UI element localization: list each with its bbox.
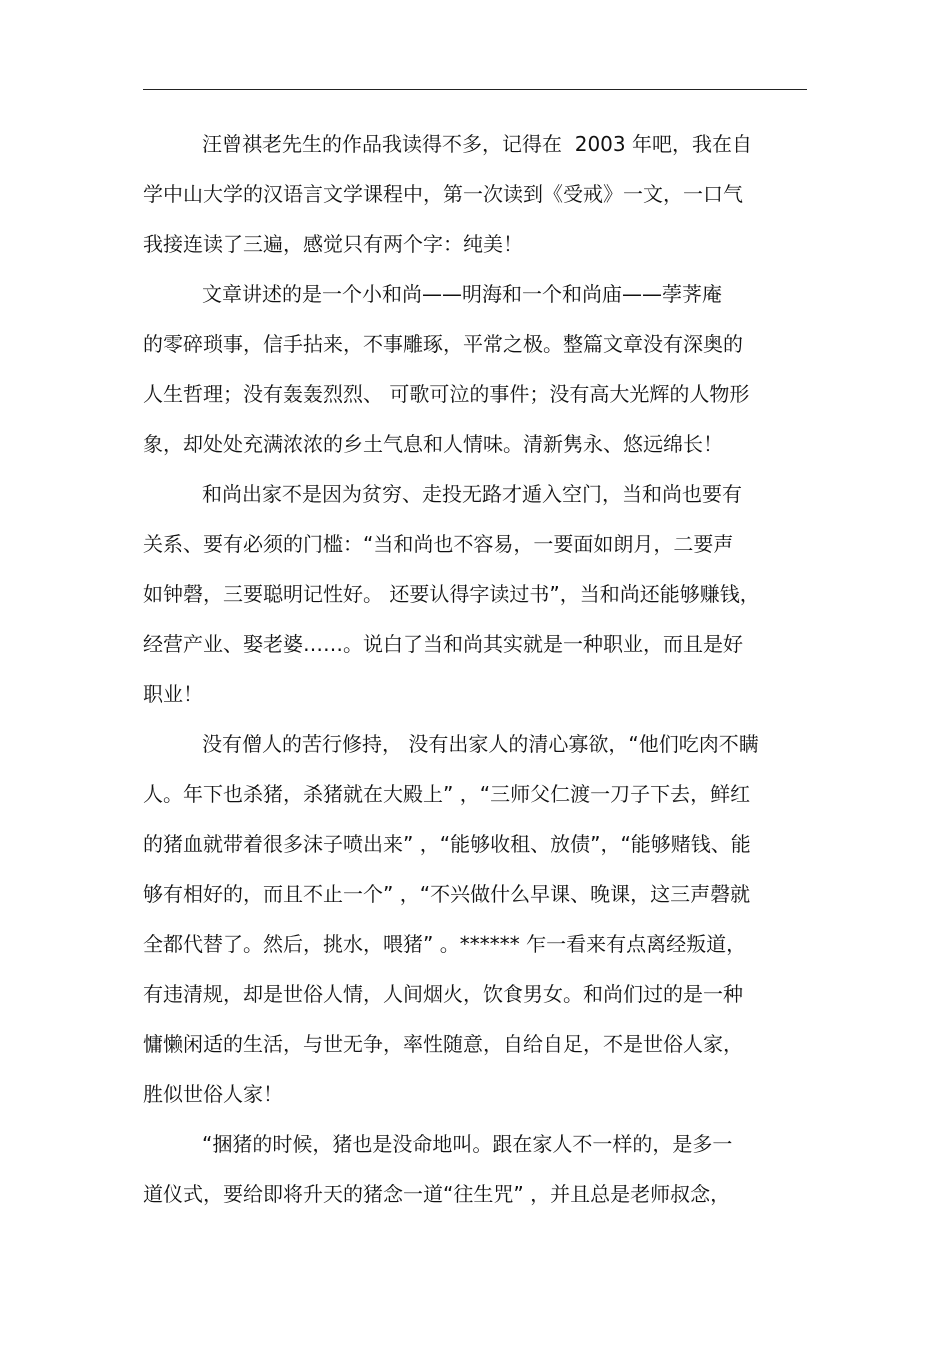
text-line: 的猪血就带着很多沫子喷出来” ，“能够收租、放债”，“能够赌钱、能 xyxy=(143,832,751,856)
text-line: 够有相好的，而且不止一个” ，“不兴做什么早课、晚课，这三声磬就 xyxy=(143,882,751,906)
text-line: 人。年下也杀猪，杀猪就在大殿上” ，“三师父仁渡一刀子下去，鲜红 xyxy=(143,782,751,806)
text-line: 学中山大学的汉语言文学课程中，第一次读到《受戒》一文，一口气 xyxy=(143,182,743,206)
text-line: 的零碎琐事，信手拈来，不事雕琢，平常之极。整篇文章没有深奥的 xyxy=(143,332,743,356)
text-line: “捆猪的时候，猪也是没命地叫。跟在家人不一样的，是多一 xyxy=(202,1132,733,1156)
text-line: 汪曾祺老先生的作品我读得不多，记得在 2003 年吧，我在自 xyxy=(202,132,752,156)
text-line: 和尚出家不是因为贫穷、走投无路才遁入空门，当和尚也要有 xyxy=(202,482,742,506)
text-line: 关系、要有必须的门槛：“当和尚也不容易，一要面如朗月，二要声 xyxy=(143,532,734,556)
text-line: 道仪式，要给即将升天的猪念一道“往生咒” ，并且总是老师叔念， xyxy=(143,1182,731,1206)
text-line: 没有僧人的苦行修持， 没有出家人的清心寡欲，“他们吃肉不瞒 xyxy=(202,732,759,756)
text-line: 经营产业、娶老婆……。说白了当和尚其实就是一种职业，而且是好 xyxy=(143,632,743,656)
text-line: 我接连读了三遍，感觉只有两个字：纯美！ xyxy=(143,232,523,256)
text-line: 人生哲理；没有轰轰烈烈、 可歌可泣的事件；没有高大光辉的人物形 xyxy=(143,382,750,406)
text-line: 象，却处处充满浓浓的乡土气息和人情味。清新隽永、悠远绵长！ xyxy=(143,432,723,456)
text-line: 职业！ xyxy=(143,682,203,706)
text-line: 全都代替了。然后，挑水，喂猪” 。****** 乍一看来有点离经叛道， xyxy=(143,932,747,956)
text-line: 文章讲述的是一个小和尚——明海和一个和尚庙——荸荠庵 xyxy=(202,282,722,306)
text-line: 慵懒闲适的生活，与世无争，率性随意，自给自足，不是世俗人家， xyxy=(143,1032,743,1056)
text-line: 如钟磬，三要聪明记性好。 还要认得字读过书”，当和尚还能够赚钱， xyxy=(143,582,760,606)
text-line: 胜似世俗人家！ xyxy=(143,1082,283,1106)
header-rule xyxy=(143,89,807,90)
text-line: 有违清规，却是世俗人情，人间烟火，饮食男女。和尚们过的是一种 xyxy=(143,982,743,1006)
